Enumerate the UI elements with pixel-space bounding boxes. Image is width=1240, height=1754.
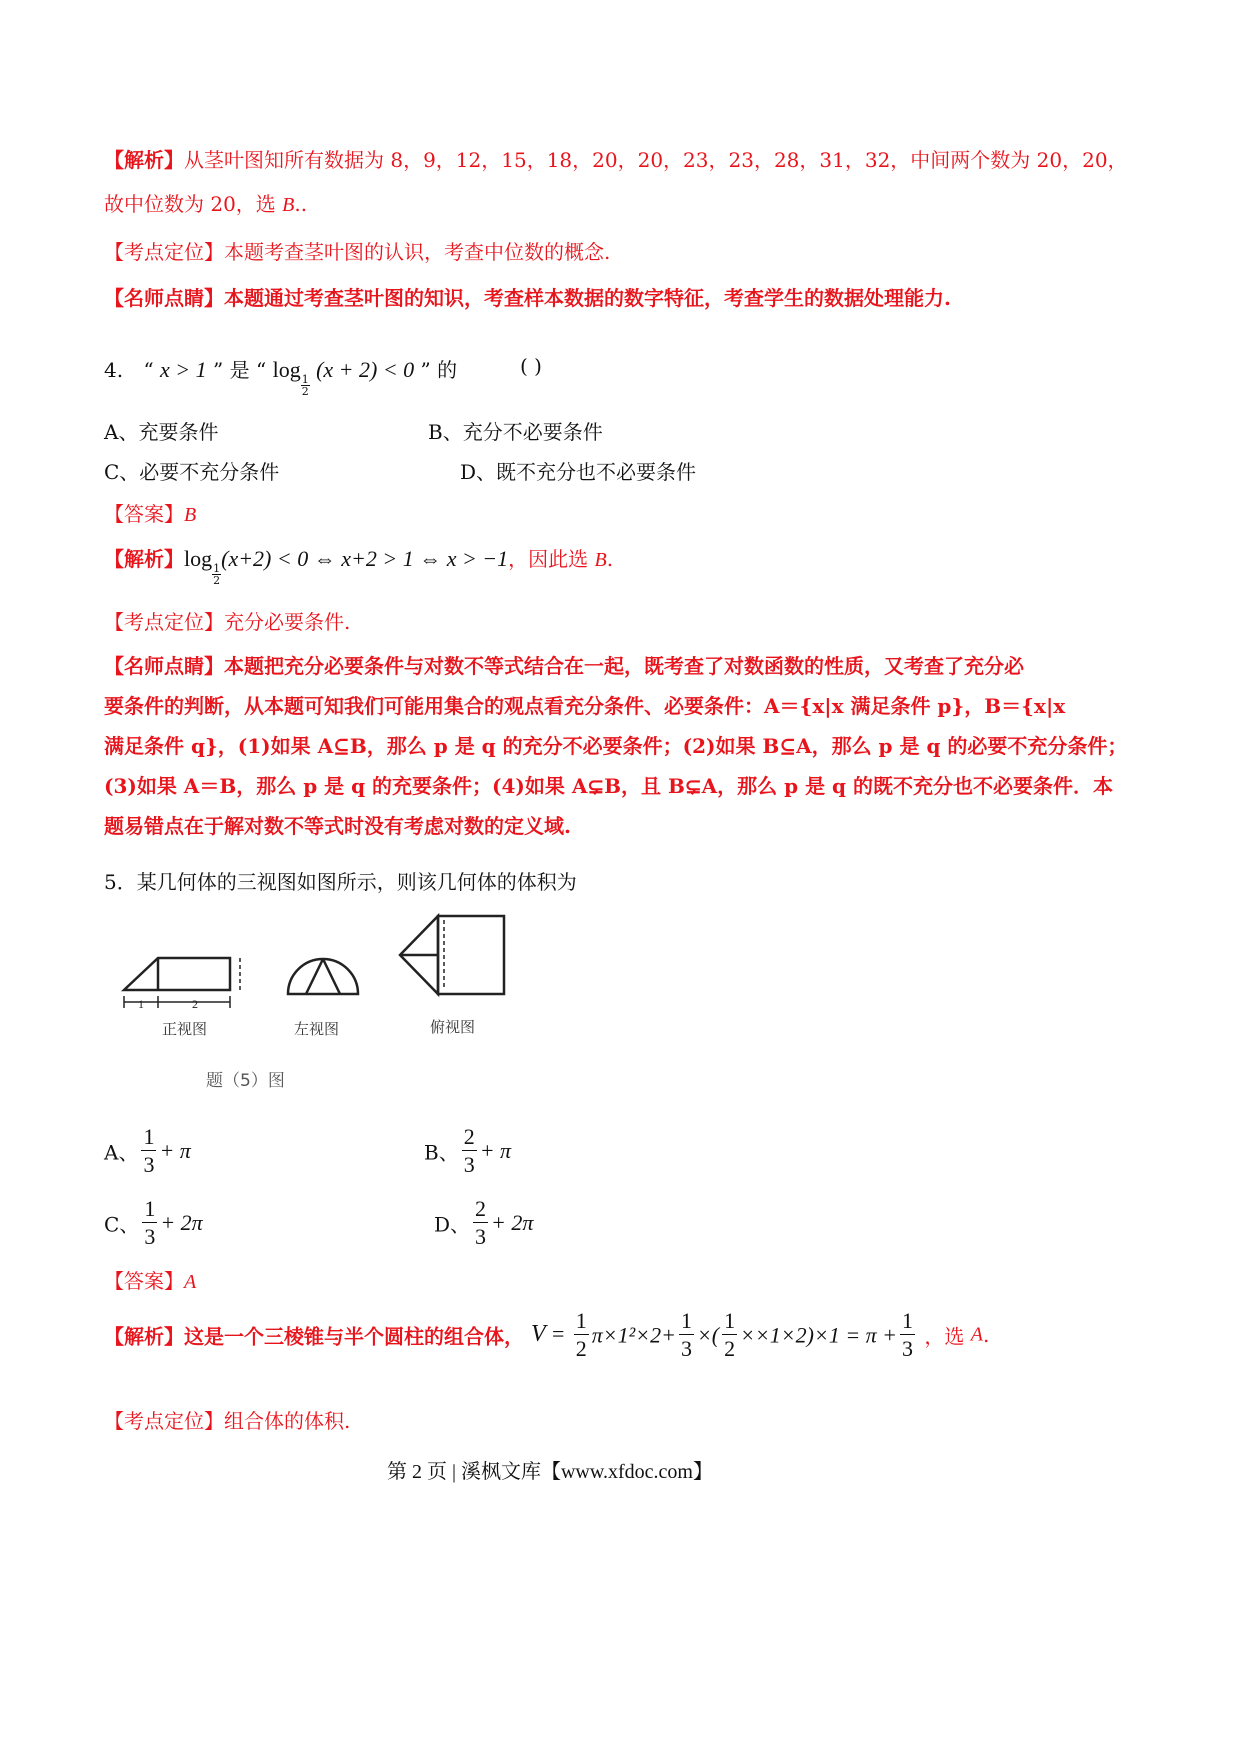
answer-letter: A xyxy=(970,1323,983,1346)
answer-letter: A xyxy=(184,1271,197,1293)
q5-option-d xyxy=(434,1198,533,1248)
option-b: B、充分不必要条件 xyxy=(428,420,603,444)
jiexi-expression: (x+2) < 0 ⇔ x+2 > 1 ⇔ x > −1 xyxy=(221,546,509,571)
jiexi-text: 从茎叶图知所有数据为 8，9，12，15，18，20，20，23，23，28，31，32，中间两个数为 20，20， xyxy=(184,148,1128,172)
stem-text: 的 xyxy=(430,358,458,382)
fraction: $\frac{1}{2}$ xyxy=(575,1308,587,1361)
jiexi-tag: 【解析】 xyxy=(104,1324,184,1349)
answer-letter: B xyxy=(282,194,295,216)
log-symbol: log xyxy=(184,546,213,571)
option-c: C、必要不充分条件 xyxy=(104,460,280,484)
option-expr: + 2π xyxy=(491,1210,534,1235)
jiexi-line xyxy=(104,1310,989,1360)
kaodian-line xyxy=(104,236,610,265)
q5-option-c xyxy=(104,1198,203,1248)
formula-part: ×( xyxy=(696,1322,720,1347)
jiexi-text: . xyxy=(606,547,614,571)
jiexi-line-1 xyxy=(104,144,1128,173)
mingshi-line-5: 题易错点在于解对数不等式时没有考虑对数的定义域. xyxy=(104,814,571,838)
option-expr: + π xyxy=(479,1138,512,1163)
mingshi-line-2: 要条件的判断，从本题可知我们可能用集合的观点看充分条件、必要条件：A＝{x|x 满足条件 p}，B＝{x|x xyxy=(104,694,1066,718)
fraction: $\frac{1}{3}$ xyxy=(143,1124,155,1177)
jiexi-text: 故中位数为 20，选 xyxy=(104,192,283,216)
log-base: $\frac{1}{2}$ xyxy=(301,373,309,398)
kaodian-line xyxy=(104,606,350,635)
fraction: $\frac{1}{2}$ xyxy=(724,1308,736,1361)
option-label: B、 xyxy=(424,1140,459,1165)
mingshi-line-4: (3)如果 A＝B，那么 p 是 q 的充要条件；(4)如果 A⊊B，且 B⊊A，那么 p 是 q 的既不充分也不必要条件．本 xyxy=(104,774,1113,798)
question-number: 4. xyxy=(104,358,124,382)
condition-expr: x > 1 xyxy=(160,357,207,382)
option-expr: + 2π xyxy=(160,1210,203,1235)
mingshi-line-3: 满足条件 q}，(1)如果 A⊆B，那么 p 是 q 的充分不必要条件；(2)如果 B⊆A，那么 p 是 q 的必要不充分条件； xyxy=(104,734,1128,758)
mingshi-text: 本题把充分必要条件与对数不等式结合在一起，既考查了对数函数的性质，又考查了充分必 xyxy=(224,654,1024,678)
option-label: D、 xyxy=(434,1212,471,1237)
volume-symbol: V xyxy=(530,1320,546,1347)
front-view-label: 正视图 xyxy=(162,1020,208,1038)
quote: ” xyxy=(420,358,431,382)
equals: = xyxy=(552,1320,565,1346)
fraction: $\frac{1}{3}$ xyxy=(144,1196,156,1249)
mingshi-line xyxy=(104,282,951,311)
answer-tag: 【答案】 xyxy=(104,502,184,526)
jiexi-line-2 xyxy=(104,188,307,217)
answer-bracket: ( ) xyxy=(520,354,542,378)
jiexi-text: ，选 xyxy=(924,1324,971,1349)
page-footer: 第 2 页 | 溪枫文库【www.xfdoc.com】 xyxy=(386,1461,713,1483)
formula-part: ××1×2)×1 = π + xyxy=(740,1322,898,1347)
fraction: $\frac{2}{3}$ xyxy=(463,1124,475,1177)
q4-stem xyxy=(104,354,457,397)
top-view xyxy=(400,916,504,994)
formula-part: π×1²×2+ xyxy=(591,1322,676,1347)
jiexi-text: 这是一个三棱锥与半个圆柱的组合体， xyxy=(184,1324,524,1349)
mingshi-text: 本题通过考查茎叶图的知识，考查样本数据的数字特征，考查学生的数据处理能力. xyxy=(224,286,951,310)
jiexi-tag: 【解析】 xyxy=(104,148,184,172)
answer-line xyxy=(104,1265,196,1294)
option-d: D、既不充分也不必要条件 xyxy=(460,460,697,484)
kaodian-tag: 【考点定位】 xyxy=(104,1409,224,1433)
dim-label-1: 1 xyxy=(138,997,144,1011)
quote: “ xyxy=(255,358,267,382)
kaodian-tag: 【考点定位】 xyxy=(104,240,224,264)
left-view-label: 左视图 xyxy=(294,1020,340,1038)
volume-formula xyxy=(530,1308,924,1361)
option-label: A、 xyxy=(104,1140,139,1165)
log-base: $\frac{1}{2}$ xyxy=(213,562,221,587)
dim-label-2: 2 xyxy=(192,997,198,1011)
option-a: A、充要条件 xyxy=(104,420,219,444)
answer-line xyxy=(104,498,196,527)
three-view-figure xyxy=(110,900,550,1100)
q5-option-a xyxy=(104,1126,191,1176)
kaodian-text: 充分必要条件. xyxy=(224,610,351,634)
mingshi-line-1 xyxy=(104,650,1024,679)
mingshi-tag: 【名师点睛】 xyxy=(104,654,224,678)
kaodian-text: 组合体的体积. xyxy=(224,1409,351,1433)
log-symbol: log xyxy=(272,357,301,382)
fraction: $\frac{1}{3}$ xyxy=(680,1308,692,1361)
quote: “ xyxy=(143,358,154,382)
fraction: $\frac{2}{3}$ xyxy=(475,1196,487,1249)
kaodian-text: 本题考查茎叶图的认识，考查中位数的概念. xyxy=(224,240,611,264)
option-label: C、 xyxy=(104,1212,140,1237)
mingshi-tag: 【名师点睛】 xyxy=(104,286,224,310)
kaodian-tag: 【考点定位】 xyxy=(104,610,224,634)
jiexi-text: . xyxy=(982,1323,990,1347)
top-view-label: 俯视图 xyxy=(430,1018,476,1036)
answer-letter: B xyxy=(184,504,197,526)
log-argument: (x + 2) < 0 xyxy=(316,357,415,382)
kaodian-line xyxy=(104,1405,350,1434)
quote: ” xyxy=(213,358,224,382)
jiexi-line xyxy=(104,543,613,586)
jiexi-text: .. xyxy=(294,192,308,216)
q5-stem: 5．某几何体的三视图如图所示，则该几何体的体积为 xyxy=(104,870,577,894)
figure-caption: 题（5）图 xyxy=(206,1071,285,1091)
left-view xyxy=(288,959,358,994)
answer-letter: B xyxy=(594,549,607,571)
q5-option-b xyxy=(424,1126,511,1176)
stem-text: 是 xyxy=(223,358,256,382)
jiexi-tag: 【解析】 xyxy=(104,547,184,571)
fraction: $\frac{1}{3}$ xyxy=(902,1308,914,1361)
jiexi-text: ，因此选 xyxy=(508,547,595,571)
option-expr: + π xyxy=(159,1138,191,1163)
answer-tag: 【答案】 xyxy=(104,1269,184,1293)
